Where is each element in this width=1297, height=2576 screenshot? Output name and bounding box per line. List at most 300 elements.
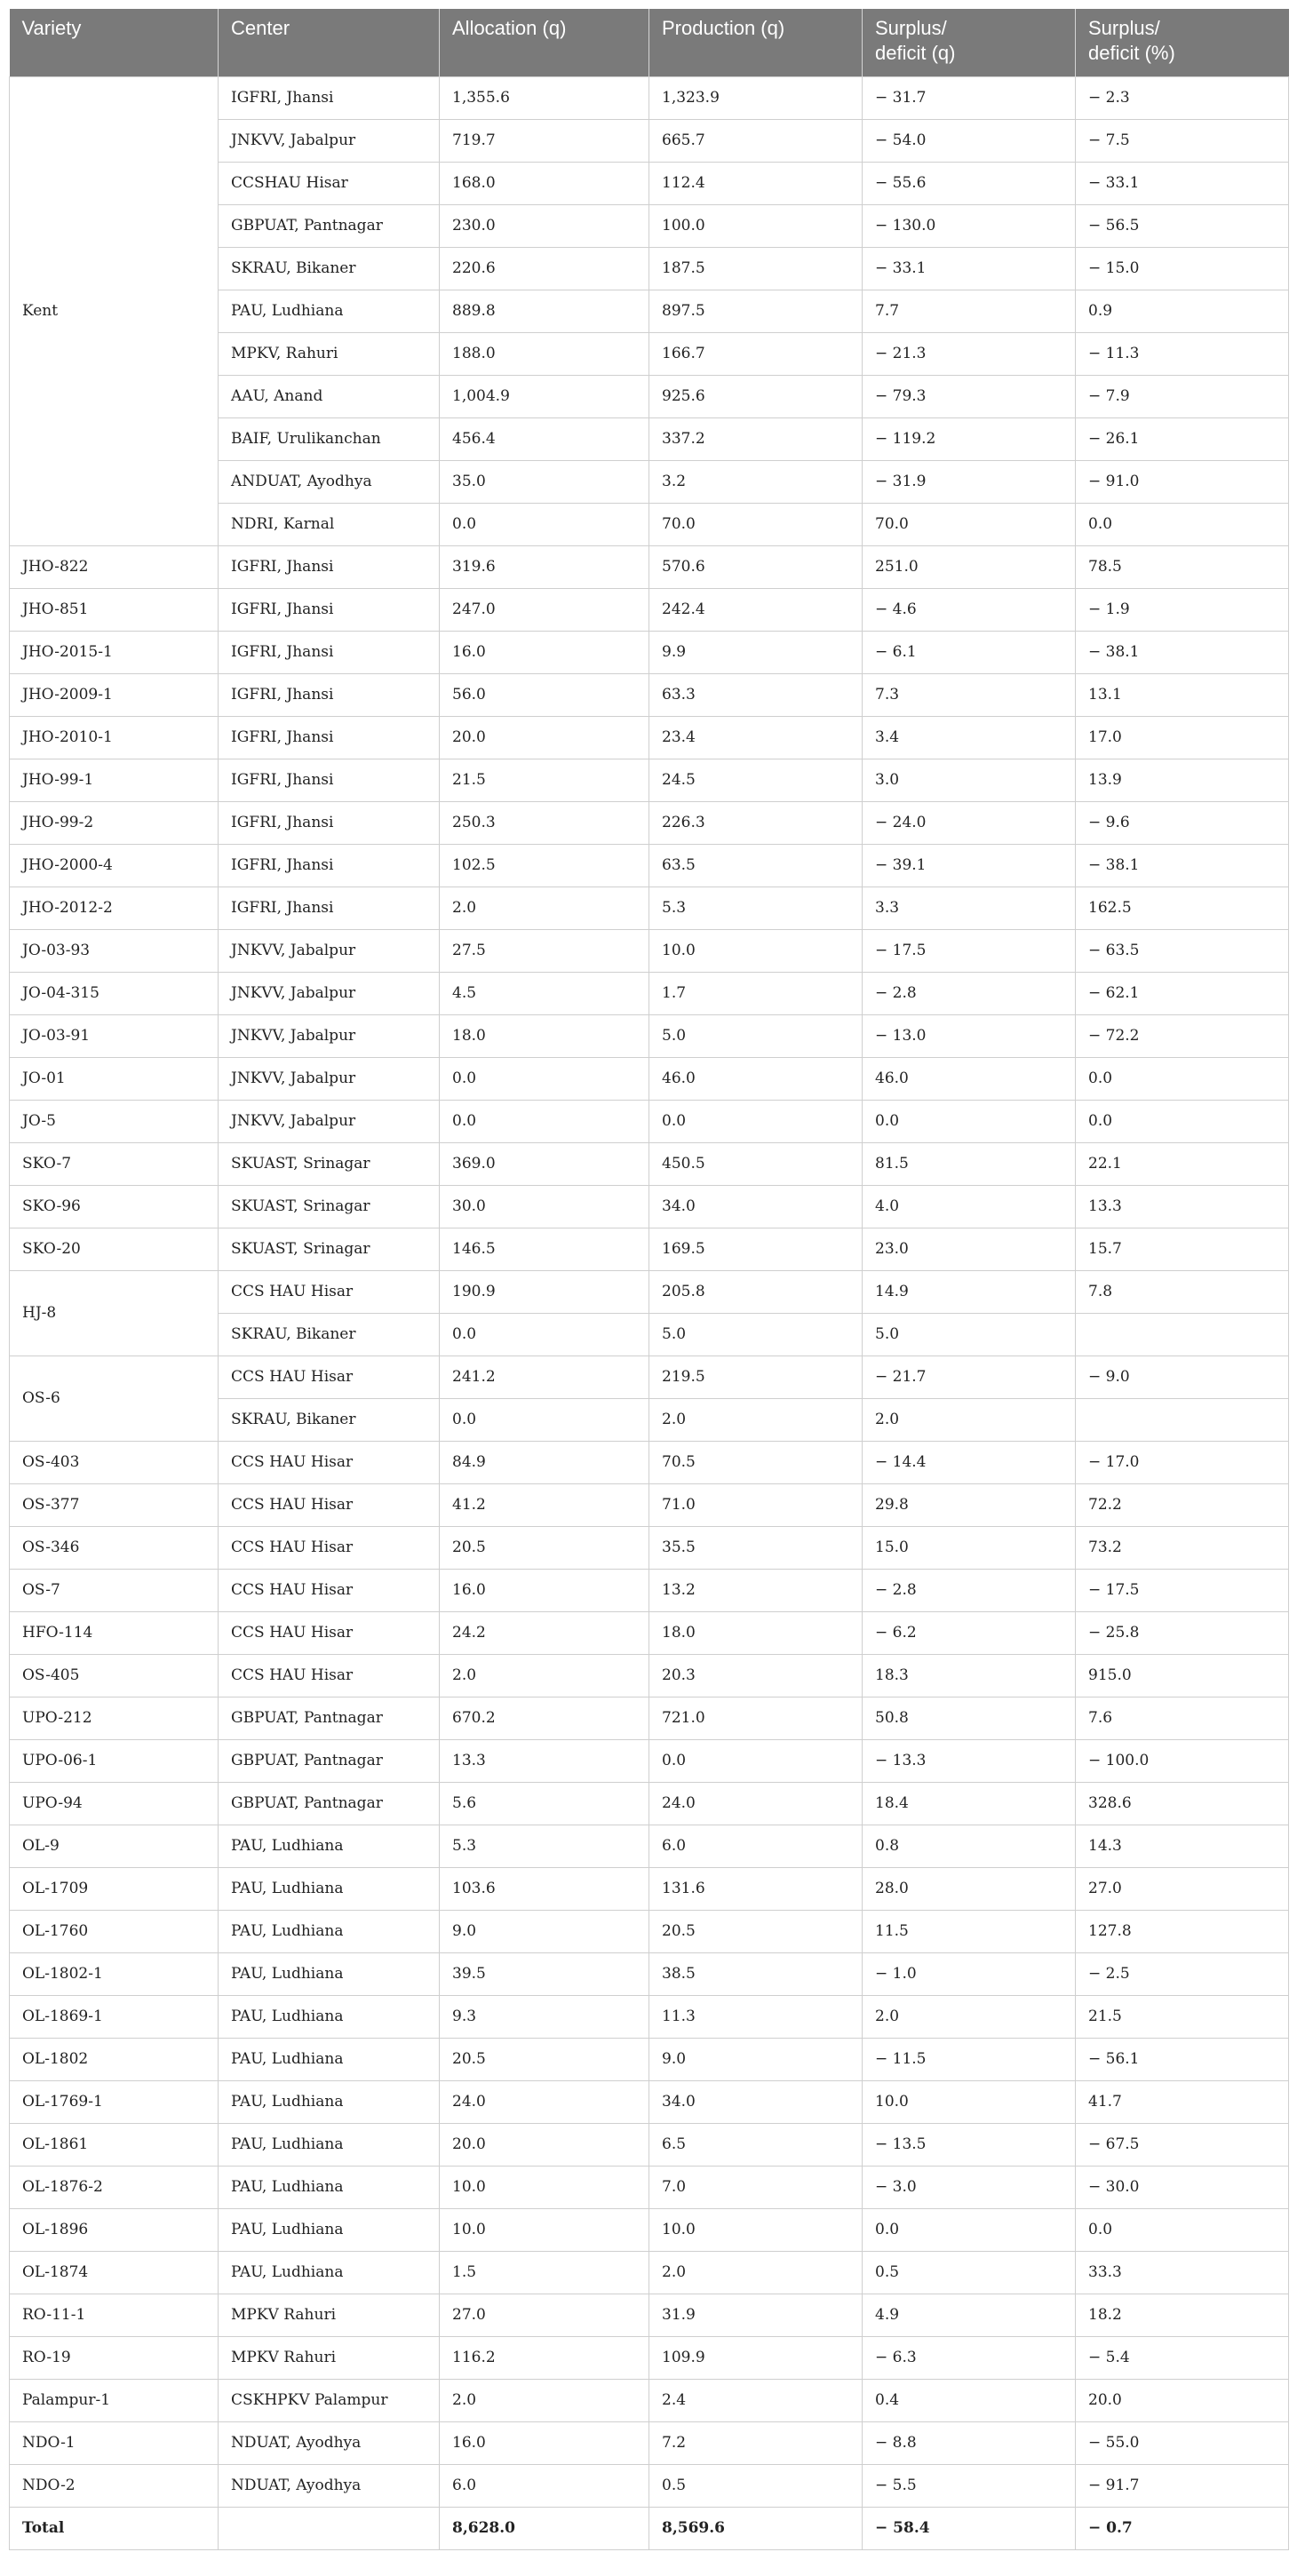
table-row (10, 1697, 1289, 1739)
variety-cell: NDO-1 (10, 2421, 219, 2464)
center-cell: SKUAST, Srinagar (219, 1142, 440, 1185)
production-cell: 450.5 (649, 1142, 863, 1185)
total-surplus-q: − 58.4 (863, 2507, 1076, 2549)
surplus-q-cell: − 6.2 (863, 1611, 1076, 1654)
production-cell: 897.5 (649, 290, 863, 332)
center-cell: SKUAST, Srinagar (219, 1228, 440, 1270)
allocation-cell: 9.3 (440, 1995, 649, 2038)
surplus-pct-cell: 73.2 (1076, 1526, 1289, 1569)
variety-cell: UPO-94 (10, 1782, 219, 1825)
production-cell: 721.0 (649, 1697, 863, 1739)
surplus-pct-cell: 15.7 (1076, 1228, 1289, 1270)
allocation-cell: 20.0 (440, 2123, 649, 2166)
allocation-cell: 247.0 (440, 588, 649, 631)
center-cell: NDUAT, Ayodhya (219, 2464, 440, 2507)
surplus-pct-cell: − 38.1 (1076, 844, 1289, 886)
surplus-pct-cell: − 56.1 (1076, 2038, 1289, 2080)
production-cell: 131.6 (649, 1867, 863, 1910)
allocation-cell: 2.0 (440, 2379, 649, 2421)
allocation-cell: 0.0 (440, 1313, 649, 1356)
variety-cell: OL-9 (10, 1825, 219, 1867)
variety-cell: HFO-114 (10, 1611, 219, 1654)
surplus-q-cell: 4.0 (863, 1185, 1076, 1228)
variety-cell: Kent (10, 76, 219, 545)
surplus-pct-cell: − 56.5 (1076, 204, 1289, 247)
production-cell: 219.5 (649, 1356, 863, 1398)
surplus-q-cell: − 130.0 (863, 204, 1076, 247)
variety-cell: JO-01 (10, 1057, 219, 1100)
surplus-pct-cell: − 72.2 (1076, 1014, 1289, 1057)
center-cell: PAU, Ludhiana (219, 2166, 440, 2208)
table-body (10, 76, 1289, 2549)
surplus-pct-cell: 328.6 (1076, 1782, 1289, 1825)
production-cell: 226.3 (649, 801, 863, 844)
surplus-pct-cell (1076, 1398, 1289, 1441)
table-row (10, 76, 1289, 119)
production-cell: 0.0 (649, 1100, 863, 1142)
surplus-q-cell: − 79.3 (863, 375, 1076, 417)
center-cell: IGFRI, Jhansi (219, 801, 440, 844)
allocation-cell: 21.5 (440, 759, 649, 801)
center-cell: PAU, Ludhiana (219, 2123, 440, 2166)
production-cell: 1.7 (649, 972, 863, 1014)
production-cell: 9.0 (649, 2038, 863, 2080)
surplus-q-cell: 28.0 (863, 1867, 1076, 1910)
center-cell: IGFRI, Jhansi (219, 844, 440, 886)
production-cell: 5.0 (649, 1014, 863, 1057)
production-cell: 63.3 (649, 673, 863, 716)
table-row (10, 1569, 1289, 1611)
surplus-pct-cell: − 62.1 (1076, 972, 1289, 1014)
variety-cell: Palampur-1 (10, 2379, 219, 2421)
allocation-cell: 2.0 (440, 1654, 649, 1697)
surplus-q-cell: 4.9 (863, 2294, 1076, 2336)
surplus-q-cell: 81.5 (863, 1142, 1076, 1185)
surplus-q-cell: 3.4 (863, 716, 1076, 759)
table-row (10, 1526, 1289, 1569)
production-cell: 18.0 (649, 1611, 863, 1654)
table-row (10, 2379, 1289, 2421)
allocation-production-table (9, 9, 1289, 2550)
surplus-pct-cell: − 7.9 (1076, 375, 1289, 417)
center-cell: JNKVV, Jabalpur (219, 929, 440, 972)
variety-cell: SKO-7 (10, 1142, 219, 1185)
surplus-pct-cell: 72.2 (1076, 1483, 1289, 1526)
variety-cell: UPO-212 (10, 1697, 219, 1739)
allocation-cell: 16.0 (440, 631, 649, 673)
table-row (10, 1910, 1289, 1952)
center-cell: CCSHAU Hisar (219, 162, 440, 204)
allocation-cell: 188.0 (440, 332, 649, 375)
surplus-pct-cell: − 9.6 (1076, 801, 1289, 844)
surplus-q-cell: − 13.0 (863, 1014, 1076, 1057)
production-cell: 24.0 (649, 1782, 863, 1825)
center-cell: AAU, Anand (219, 375, 440, 417)
surplus-pct-cell: 7.8 (1076, 1270, 1289, 1313)
variety-cell: OS-6 (10, 1356, 219, 1441)
surplus-q-cell: 0.0 (863, 2208, 1076, 2251)
allocation-cell: 250.3 (440, 801, 649, 844)
surplus-q-cell: − 17.5 (863, 929, 1076, 972)
allocation-cell: 319.6 (440, 545, 649, 588)
variety-cell: OL-1802-1 (10, 1952, 219, 1995)
allocation-cell: 2.0 (440, 886, 649, 929)
variety-cell: JHO-2010-1 (10, 716, 219, 759)
table-row (10, 801, 1289, 844)
center-cell: IGFRI, Jhansi (219, 545, 440, 588)
center-cell: JNKVV, Jabalpur (219, 119, 440, 162)
total-production: 8,569.6 (649, 2507, 863, 2549)
production-cell: 109.9 (649, 2336, 863, 2379)
variety-cell: OS-346 (10, 1526, 219, 1569)
center-cell: CCS HAU Hisar (219, 1526, 440, 1569)
table-row (10, 2038, 1289, 2080)
center-cell: PAU, Ludhiana (219, 1825, 440, 1867)
surplus-pct-cell: − 38.1 (1076, 631, 1289, 673)
surplus-pct-cell: − 1.9 (1076, 588, 1289, 631)
allocation-cell: 84.9 (440, 1441, 649, 1483)
variety-cell: OL-1874 (10, 2251, 219, 2294)
variety-cell: SKO-96 (10, 1185, 219, 1228)
surplus-q-cell: 5.0 (863, 1313, 1076, 1356)
variety-cell: JHO-2000-4 (10, 844, 219, 886)
allocation-cell: 1.5 (440, 2251, 649, 2294)
center-cell: IGFRI, Jhansi (219, 759, 440, 801)
production-cell: 46.0 (649, 1057, 863, 1100)
center-cell: JNKVV, Jabalpur (219, 1100, 440, 1142)
variety-cell: JO-5 (10, 1100, 219, 1142)
production-cell: 242.4 (649, 588, 863, 631)
surplus-q-cell: 0.8 (863, 1825, 1076, 1867)
surplus-pct-cell: − 67.5 (1076, 2123, 1289, 2166)
surplus-pct-cell (1076, 1313, 1289, 1356)
table-row (10, 1270, 1289, 1313)
center-cell: SKRAU, Bikaner (219, 247, 440, 290)
header-row (10, 9, 1289, 76)
center-cell: SKUAST, Srinagar (219, 1185, 440, 1228)
surplus-q-cell: 3.3 (863, 886, 1076, 929)
surplus-pct-cell: 41.7 (1076, 2080, 1289, 2123)
allocation-cell: 16.0 (440, 2421, 649, 2464)
surplus-pct-cell: 18.2 (1076, 2294, 1289, 2336)
table-row (10, 1441, 1289, 1483)
production-cell: 5.0 (649, 1313, 863, 1356)
surplus-pct-cell: 127.8 (1076, 1910, 1289, 1952)
surplus-q-cell: 0.5 (863, 2251, 1076, 2294)
surplus-pct-cell: 7.6 (1076, 1697, 1289, 1739)
allocation-cell: 10.0 (440, 2166, 649, 2208)
allocation-cell: 20.5 (440, 2038, 649, 2080)
surplus-q-cell: 14.9 (863, 1270, 1076, 1313)
variety-cell: OS-377 (10, 1483, 219, 1526)
table-row (10, 2251, 1289, 2294)
surplus-q-cell: − 5.5 (863, 2464, 1076, 2507)
center-cell: NDUAT, Ayodhya (219, 2421, 440, 2464)
center-cell: PAU, Ludhiana (219, 1910, 440, 1952)
production-cell: 112.4 (649, 162, 863, 204)
surplus-pct-cell: 0.0 (1076, 503, 1289, 545)
surplus-q-cell: − 119.2 (863, 417, 1076, 460)
table-row (10, 972, 1289, 1014)
center-cell: IGFRI, Jhansi (219, 716, 440, 759)
surplus-q-cell: 251.0 (863, 545, 1076, 588)
surplus-pct-cell: 13.9 (1076, 759, 1289, 801)
center-cell: CSKHPKV Palampur (219, 2379, 440, 2421)
surplus-q-cell: 3.0 (863, 759, 1076, 801)
table-row (10, 2294, 1289, 2336)
table-row (10, 1611, 1289, 1654)
variety-cell: OS-403 (10, 1441, 219, 1483)
production-cell: 6.0 (649, 1825, 863, 1867)
allocation-cell: 27.0 (440, 2294, 649, 2336)
center-cell: SKRAU, Bikaner (219, 1313, 440, 1356)
center-cell: IGFRI, Jhansi (219, 673, 440, 716)
surplus-q-cell: − 33.1 (863, 247, 1076, 290)
surplus-q-cell: − 2.8 (863, 1569, 1076, 1611)
allocation-cell: 719.7 (440, 119, 649, 162)
surplus-q-cell: − 13.5 (863, 2123, 1076, 2166)
surplus-q-cell: − 54.0 (863, 119, 1076, 162)
allocation-cell: 230.0 (440, 204, 649, 247)
table-row (10, 1654, 1289, 1697)
surplus-q-cell: 46.0 (863, 1057, 1076, 1100)
surplus-q-cell: − 21.7 (863, 1356, 1076, 1398)
surplus-q-cell: 18.4 (863, 1782, 1076, 1825)
table-row (10, 588, 1289, 631)
variety-cell: OL-1760 (10, 1910, 219, 1952)
center-cell: JNKVV, Jabalpur (219, 972, 440, 1014)
allocation-cell: 6.0 (440, 2464, 649, 2507)
table-row (10, 2166, 1289, 2208)
surplus-q-cell: − 11.5 (863, 2038, 1076, 2080)
variety-cell: JHO-99-2 (10, 801, 219, 844)
allocation-cell: 1,355.6 (440, 76, 649, 119)
surplus-q-cell: − 6.1 (863, 631, 1076, 673)
allocation-cell: 39.5 (440, 1952, 649, 1995)
production-cell: 665.7 (649, 119, 863, 162)
center-cell: CCS HAU Hisar (219, 1270, 440, 1313)
production-cell: 34.0 (649, 2080, 863, 2123)
surplus-pct-cell: 21.5 (1076, 1995, 1289, 2038)
surplus-pct-cell: 915.0 (1076, 1654, 1289, 1697)
table-row (10, 631, 1289, 673)
production-cell: 20.5 (649, 1910, 863, 1952)
allocation-cell: 190.9 (440, 1270, 649, 1313)
variety-cell: OS-7 (10, 1569, 219, 1611)
variety-cell: OL-1876-2 (10, 2166, 219, 2208)
variety-cell: JHO-851 (10, 588, 219, 631)
surplus-q-cell: − 2.8 (863, 972, 1076, 1014)
production-cell: 925.6 (649, 375, 863, 417)
variety-cell: OL-1861 (10, 2123, 219, 2166)
surplus-pct-cell: 162.5 (1076, 886, 1289, 929)
table-row (10, 1995, 1289, 2038)
production-cell: 3.2 (649, 460, 863, 503)
production-cell: 23.4 (649, 716, 863, 759)
surplus-pct-cell: 78.5 (1076, 545, 1289, 588)
table-row (10, 2464, 1289, 2507)
center-cell: PAU, Ludhiana (219, 2208, 440, 2251)
surplus-q-cell: − 3.0 (863, 2166, 1076, 2208)
production-cell: 70.0 (649, 503, 863, 545)
center-cell: IGFRI, Jhansi (219, 631, 440, 673)
production-cell: 187.5 (649, 247, 863, 290)
col-header-variety: Variety (10, 9, 219, 76)
production-cell: 10.0 (649, 2208, 863, 2251)
production-cell: 38.5 (649, 1952, 863, 1995)
production-cell: 169.5 (649, 1228, 863, 1270)
table-row (10, 1356, 1289, 1398)
allocation-cell: 0.0 (440, 1398, 649, 1441)
variety-cell: UPO-06-1 (10, 1739, 219, 1782)
variety-cell: JO-04-315 (10, 972, 219, 1014)
variety-cell: JHO-2012-2 (10, 886, 219, 929)
center-cell: NDRI, Karnal (219, 503, 440, 545)
production-cell: 24.5 (649, 759, 863, 801)
allocation-cell: 35.0 (440, 460, 649, 503)
variety-cell: JO-03-93 (10, 929, 219, 972)
production-cell: 7.0 (649, 2166, 863, 2208)
table-row (10, 929, 1289, 972)
allocation-cell: 9.0 (440, 1910, 649, 1952)
surplus-pct-cell: − 5.4 (1076, 2336, 1289, 2379)
surplus-pct-cell: 20.0 (1076, 2379, 1289, 2421)
allocation-cell: 220.6 (440, 247, 649, 290)
table-row (10, 1228, 1289, 1270)
production-cell: 20.3 (649, 1654, 863, 1697)
table-row (10, 716, 1289, 759)
variety-cell: OL-1802 (10, 2038, 219, 2080)
surplus-q-cell: 0.0 (863, 1100, 1076, 1142)
surplus-pct-cell: − 2.5 (1076, 1952, 1289, 1995)
surplus-q-cell: − 39.1 (863, 844, 1076, 886)
center-cell: GBPUAT, Pantnagar (219, 204, 440, 247)
production-cell: 35.5 (649, 1526, 863, 1569)
surplus-pct-cell: − 2.3 (1076, 76, 1289, 119)
col-header-production: Production (q) (649, 9, 863, 76)
surplus-pct-cell: − 63.5 (1076, 929, 1289, 972)
table-row (10, 2208, 1289, 2251)
production-cell: 6.5 (649, 2123, 863, 2166)
allocation-cell: 168.0 (440, 162, 649, 204)
surplus-q-cell: 29.8 (863, 1483, 1076, 1526)
allocation-cell: 670.2 (440, 1697, 649, 1739)
surplus-q-cell: − 1.0 (863, 1952, 1076, 1995)
center-cell: PAU, Ludhiana (219, 2251, 440, 2294)
allocation-cell: 1,004.9 (440, 375, 649, 417)
total-row (10, 2507, 1289, 2549)
surplus-pct-cell: − 11.3 (1076, 332, 1289, 375)
surplus-pct-cell: 13.1 (1076, 673, 1289, 716)
surplus-pct-cell: − 26.1 (1076, 417, 1289, 460)
allocation-cell: 0.0 (440, 503, 649, 545)
production-cell: 570.6 (649, 545, 863, 588)
table-row (10, 1739, 1289, 1782)
center-cell: CCS HAU Hisar (219, 1441, 440, 1483)
center-cell: MPKV, Rahuri (219, 332, 440, 375)
surplus-q-cell: 11.5 (863, 1910, 1076, 1952)
variety-cell: HJ-8 (10, 1270, 219, 1356)
allocation-cell: 0.0 (440, 1057, 649, 1100)
table-row (10, 2123, 1289, 2166)
allocation-cell: 18.0 (440, 1014, 649, 1057)
allocation-cell: 102.5 (440, 844, 649, 886)
surplus-pct-cell: − 33.1 (1076, 162, 1289, 204)
allocation-cell: 20.5 (440, 1526, 649, 1569)
production-cell: 100.0 (649, 204, 863, 247)
surplus-pct-cell: − 30.0 (1076, 2166, 1289, 2208)
variety-cell: JO-03-91 (10, 1014, 219, 1057)
surplus-q-cell: 2.0 (863, 1398, 1076, 1441)
surplus-pct-cell: 14.3 (1076, 1825, 1289, 1867)
production-cell: 7.2 (649, 2421, 863, 2464)
surplus-pct-cell: − 100.0 (1076, 1739, 1289, 1782)
center-cell: GBPUAT, Pantnagar (219, 1697, 440, 1739)
total-label: Total (10, 2507, 219, 2549)
total-surplus-pct: − 0.7 (1076, 2507, 1289, 2549)
center-cell: PAU, Ludhiana (219, 290, 440, 332)
surplus-q-cell: − 55.6 (863, 162, 1076, 204)
allocation-cell: 30.0 (440, 1185, 649, 1228)
center-cell: IGFRI, Jhansi (219, 588, 440, 631)
table-row (10, 1185, 1289, 1228)
allocation-cell: 10.0 (440, 2208, 649, 2251)
production-cell: 5.3 (649, 886, 863, 929)
allocation-cell: 13.3 (440, 1739, 649, 1782)
center-cell: BAIF, Urulikanchan (219, 417, 440, 460)
surplus-q-cell: 23.0 (863, 1228, 1076, 1270)
table-row (10, 1825, 1289, 1867)
variety-cell: OL-1769-1 (10, 2080, 219, 2123)
surplus-pct-cell: − 7.5 (1076, 119, 1289, 162)
allocation-cell: 16.0 (440, 1569, 649, 1611)
center-cell: IGFRI, Jhansi (219, 76, 440, 119)
col-header-allocation: Allocation (q) (440, 9, 649, 76)
center-cell: CCS HAU Hisar (219, 1483, 440, 1526)
production-cell: 1,323.9 (649, 76, 863, 119)
surplus-q-cell: − 6.3 (863, 2336, 1076, 2379)
table-row (10, 2421, 1289, 2464)
allocation-cell: 4.5 (440, 972, 649, 1014)
allocation-cell: 27.5 (440, 929, 649, 972)
production-cell: 13.2 (649, 1569, 863, 1611)
production-cell: 9.9 (649, 631, 863, 673)
variety-cell: NDO-2 (10, 2464, 219, 2507)
center-cell: CCS HAU Hisar (219, 1654, 440, 1697)
variety-cell: JHO-2015-1 (10, 631, 219, 673)
production-cell: 63.5 (649, 844, 863, 886)
surplus-q-cell: 7.3 (863, 673, 1076, 716)
table-row (10, 1483, 1289, 1526)
table-row (10, 759, 1289, 801)
table-row (10, 1782, 1289, 1825)
surplus-q-cell: − 14.4 (863, 1441, 1076, 1483)
center-cell: PAU, Ludhiana (219, 1995, 440, 2038)
surplus-q-cell: 2.0 (863, 1995, 1076, 2038)
allocation-cell: 889.8 (440, 290, 649, 332)
center-cell: PAU, Ludhiana (219, 1952, 440, 1995)
table-row (10, 844, 1289, 886)
surplus-pct-cell: 0.0 (1076, 1057, 1289, 1100)
allocation-cell: 146.5 (440, 1228, 649, 1270)
center-cell: CCS HAU Hisar (219, 1611, 440, 1654)
center-cell: ANDUAT, Ayodhya (219, 460, 440, 503)
production-cell: 71.0 (649, 1483, 863, 1526)
table-row (10, 545, 1289, 588)
center-cell: PAU, Ludhiana (219, 2038, 440, 2080)
allocation-cell: 24.2 (440, 1611, 649, 1654)
center-cell: GBPUAT, Pantnagar (219, 1782, 440, 1825)
